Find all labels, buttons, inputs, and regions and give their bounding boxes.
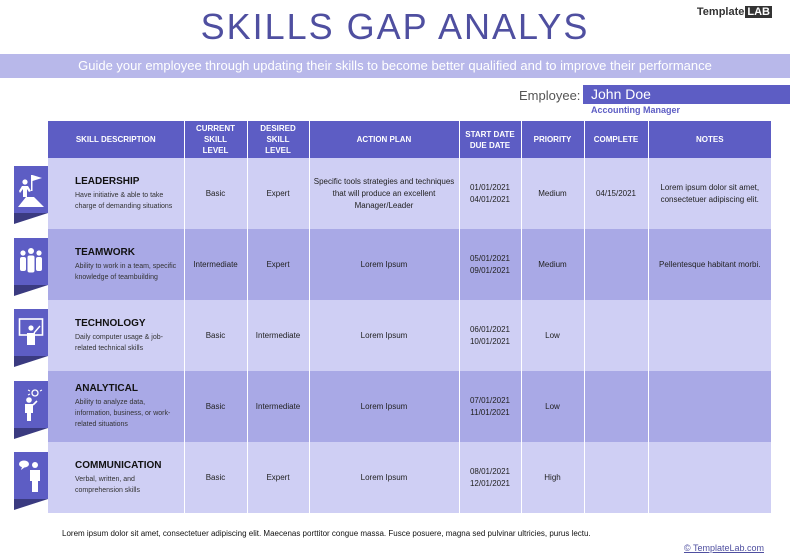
table-row <box>48 158 771 229</box>
logo-text: Template <box>696 6 745 18</box>
desired-level-cell[interactable]: Intermediate <box>247 300 309 371</box>
dates-cell[interactable] <box>459 158 521 229</box>
desired-level-cell[interactable]: Expert <box>247 229 309 300</box>
table-row <box>48 371 771 442</box>
leadership-tab <box>14 166 48 213</box>
due-date: 04/01/2021 <box>469 194 511 204</box>
notes-cell[interactable] <box>648 300 771 371</box>
header-priority: PRIORITY <box>521 121 584 158</box>
skill-name: TEAMWORK <box>75 246 135 258</box>
skill-description-cell <box>48 371 184 442</box>
header-current-skill-level <box>184 121 247 158</box>
dates-cell[interactable] <box>459 442 521 513</box>
flag-climber-icon <box>18 173 44 207</box>
desired-level-cell[interactable]: Expert <box>247 158 309 229</box>
complete-cell[interactable]: 04/15/2021 <box>584 158 648 229</box>
desired-level-cell[interactable]: Intermediate <box>247 371 309 442</box>
table-row <box>48 300 771 371</box>
skill-description-cell <box>48 300 184 371</box>
dates-cell[interactable] <box>459 229 521 300</box>
header-notes: NOTES <box>648 121 771 158</box>
header-desired-skill-level <box>247 121 309 158</box>
tab-fold <box>14 213 48 224</box>
action-plan-cell[interactable]: Lorem Ipsum <box>309 442 459 513</box>
notes-cell[interactable]: Lorem ipsum dolor sit amet, consectetuer adipiscing elit. <box>648 158 771 229</box>
skill-name: ANALYTICAL <box>75 383 138 394</box>
dates-cell[interactable] <box>459 300 521 371</box>
current-level-cell[interactable]: Basic <box>184 442 247 513</box>
dates-cell[interactable] <box>459 371 521 442</box>
communication-tab <box>14 452 48 499</box>
start-date: 06/01/2021 <box>469 324 511 334</box>
current-level-cell[interactable]: Basic <box>184 158 247 229</box>
header-action-plan: ACTION PLAN <box>309 121 459 158</box>
page-title: SKILLS GAP ANALYS <box>200 6 590 47</box>
current-level-cell[interactable]: Basic <box>184 300 247 371</box>
header-desired-line2: SKILL <box>266 135 290 144</box>
technology-tab <box>14 309 48 356</box>
skill-name: LEADERSHIP <box>75 175 140 187</box>
tab-fold <box>14 428 48 439</box>
header-due-date: DUE DATE <box>469 140 511 150</box>
tab-fold <box>14 285 48 296</box>
start-date: 07/01/2021 <box>469 395 511 405</box>
priority-cell[interactable]: Medium <box>521 229 584 300</box>
notes-cell[interactable] <box>648 442 771 513</box>
notes-cell[interactable] <box>648 371 771 442</box>
header-start-date: START DATE <box>465 129 515 139</box>
teamwork-tab <box>14 238 48 285</box>
logo-lab: LAB <box>747 6 770 18</box>
speaking-person-icon <box>18 459 44 493</box>
header-current-line2: SKILL <box>203 135 228 144</box>
current-level-cell[interactable]: Basic <box>184 371 247 442</box>
skills-table <box>48 121 771 513</box>
priority-cell[interactable]: Low <box>521 300 584 371</box>
header-desired-line3: LEVEL <box>265 146 291 155</box>
analytical-tab <box>14 381 48 428</box>
header-desired-line1: DESIRED <box>260 124 296 133</box>
due-date: 09/01/2021 <box>469 265 511 275</box>
complete-cell[interactable] <box>584 371 648 442</box>
skill-description-cell <box>48 158 184 229</box>
action-plan-cell[interactable]: Lorem Ipsum <box>309 229 459 300</box>
header-complete: COMPLETE <box>584 121 648 158</box>
action-plan-cell[interactable]: Lorem Ipsum <box>309 371 459 442</box>
employee-name-field[interactable]: John Doe <box>583 85 790 104</box>
employee-label: Employee: <box>519 88 581 103</box>
complete-cell[interactable] <box>584 442 648 513</box>
skill-desc: Ability to work in a team, specific knowledge of teambuilding <box>75 262 177 281</box>
footer-note: Lorem ipsum dolor sit amet, consectetuer adipiscing elit. Maecenas porttitor congue massa. Fusce posuere, magna sed pulvinar ultricies, purus lectu. <box>62 529 591 538</box>
employee-role: Accounting Manager <box>591 105 681 115</box>
header-current-line1: CURRENT <box>195 124 236 133</box>
table-header-row <box>48 121 771 158</box>
skill-name: COMMUNICATION <box>75 459 162 471</box>
complete-cell[interactable] <box>584 229 648 300</box>
templatelab-link[interactable]: © TemplateLab.com <box>683 543 764 553</box>
start-date: 08/01/2021 <box>469 466 511 476</box>
idea-person-icon <box>18 388 44 422</box>
skill-name: TECHNOLOGY <box>75 317 146 329</box>
team-icon <box>18 245 44 279</box>
header-start-due-date <box>459 121 521 158</box>
subtitle-bar: Guide your employee through updating their skills to become better qualified and to improve their performance <box>0 54 790 78</box>
skill-description-cell <box>48 229 184 300</box>
current-level-cell[interactable]: Intermediate <box>184 229 247 300</box>
start-date: 05/01/2021 <box>469 253 511 263</box>
action-plan-cell[interactable]: Specific tools strategies and techniques that will produce an excellent Manager/Leader <box>309 158 459 229</box>
header-current-line3: LEVEL <box>202 146 229 155</box>
priority-cell[interactable]: Medium <box>521 158 584 229</box>
action-plan-cell[interactable]: Lorem Ipsum <box>309 300 459 371</box>
desired-level-cell[interactable]: Expert <box>247 442 309 513</box>
table-row <box>48 229 771 300</box>
tab-fold <box>14 356 48 367</box>
skill-desc: Daily computer usage & job-related technical skills <box>75 333 163 352</box>
presenter-icon <box>18 316 44 350</box>
skill-desc: Ability to analyze data, information, business, or work-related situations <box>75 399 171 428</box>
templatelab-logo <box>697 6 772 18</box>
skill-desc: Verbal, written, and comprehension skills <box>75 475 140 494</box>
priority-cell[interactable]: High <box>521 442 584 513</box>
due-date: 12/01/2021 <box>469 478 511 488</box>
start-date: 01/01/2021 <box>469 182 511 192</box>
header-skill-description: SKILL DESCRIPTION <box>48 121 184 158</box>
complete-cell[interactable] <box>584 300 648 371</box>
notes-cell[interactable]: Pellentesque habitant morbi. <box>648 229 771 300</box>
tab-fold <box>14 499 48 510</box>
table-row <box>48 442 771 513</box>
due-date: 11/01/2021 <box>470 407 510 417</box>
skill-description-cell <box>48 442 184 513</box>
skill-desc: Have initiative & able to take charge of demanding situations <box>75 191 173 210</box>
due-date: 10/01/2021 <box>469 336 511 346</box>
priority-cell[interactable]: Low <box>521 371 584 442</box>
